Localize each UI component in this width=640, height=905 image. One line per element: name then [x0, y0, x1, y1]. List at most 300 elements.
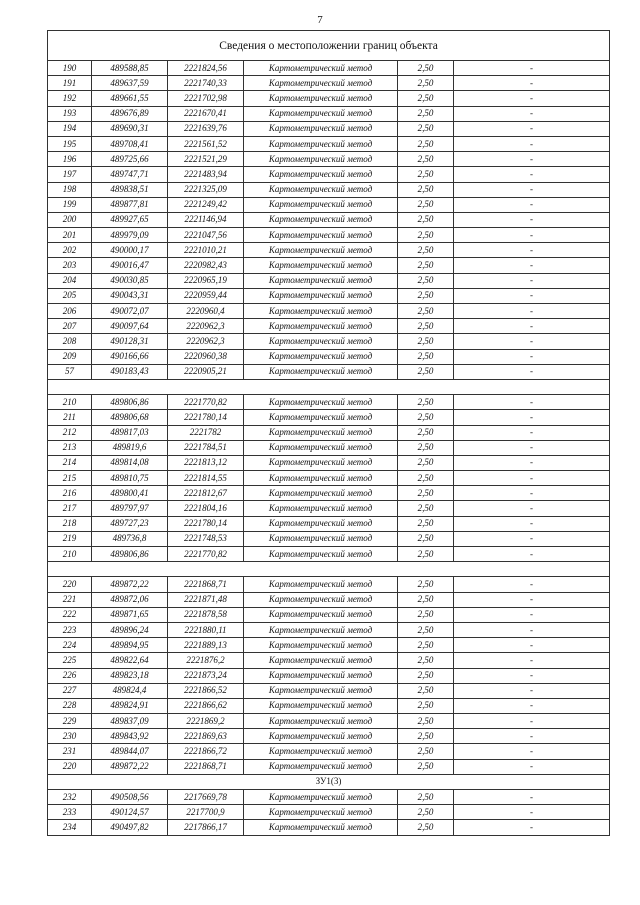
x-coordinate-cell: 489872,22	[92, 759, 168, 774]
accuracy-cell: 2,50	[398, 197, 454, 212]
table-row	[48, 471, 610, 486]
accuracy-cell: 2,50	[398, 91, 454, 106]
x-coordinate-cell: 489661,55	[92, 91, 168, 106]
point-number-cell: 210	[48, 547, 92, 562]
table-row	[48, 319, 610, 334]
point-number-cell: 229	[48, 714, 92, 729]
accuracy-cell: 2,50	[398, 455, 454, 470]
description-cell: -	[454, 182, 610, 197]
x-coordinate-cell: 489843,92	[92, 729, 168, 744]
table-row	[48, 744, 610, 759]
method-cell: Картометрический метод	[244, 790, 398, 805]
accuracy-cell: 2,50	[398, 516, 454, 531]
accuracy-cell: 2,50	[398, 410, 454, 425]
method-cell: Картометрический метод	[244, 212, 398, 227]
y-coordinate-cell: 2221521,29	[168, 152, 244, 167]
page-number: 7	[317, 14, 323, 26]
description-cell: -	[454, 228, 610, 243]
point-number-cell: 204	[48, 273, 92, 288]
y-coordinate-cell: 2221010,21	[168, 243, 244, 258]
point-number-cell: 214	[48, 455, 92, 470]
y-coordinate-cell: 2221813,12	[168, 455, 244, 470]
y-coordinate-cell: 2221880,11	[168, 622, 244, 637]
description-cell: -	[454, 638, 610, 653]
method-cell: Картометрический метод	[244, 486, 398, 501]
accuracy-cell: 2,50	[398, 729, 454, 744]
description-cell: -	[454, 607, 610, 622]
method-cell: Картометрический метод	[244, 455, 398, 470]
method-cell: Картометрический метод	[244, 197, 398, 212]
point-number-cell: 205	[48, 288, 92, 303]
y-coordinate-cell: 2220960,38	[168, 349, 244, 364]
y-coordinate-cell: 2221782	[168, 425, 244, 440]
accuracy-cell: 2,50	[398, 76, 454, 91]
y-coordinate-cell: 2221812,67	[168, 486, 244, 501]
table-row	[48, 136, 610, 151]
point-number-cell: 227	[48, 683, 92, 698]
y-coordinate-cell: 2221784,51	[168, 440, 244, 455]
point-number-cell: 211	[48, 410, 92, 425]
y-coordinate-cell: 2221873,24	[168, 668, 244, 683]
description-cell: -	[454, 167, 610, 182]
point-number-cell: 220	[48, 759, 92, 774]
table-row	[48, 288, 610, 303]
point-number-cell: 201	[48, 228, 92, 243]
y-coordinate-cell: 2221748,53	[168, 531, 244, 546]
x-coordinate-cell: 490043,31	[92, 288, 168, 303]
table-row	[48, 714, 610, 729]
table-row	[48, 91, 610, 106]
y-coordinate-cell: 2221878,58	[168, 607, 244, 622]
method-cell: Картометрический метод	[244, 258, 398, 273]
table-row	[48, 790, 610, 805]
description-cell: -	[454, 288, 610, 303]
y-coordinate-cell: 2221740,33	[168, 76, 244, 91]
method-cell: Картометрический метод	[244, 638, 398, 653]
x-coordinate-cell: 489747,71	[92, 167, 168, 182]
description-cell: -	[454, 61, 610, 76]
point-number-cell: 218	[48, 516, 92, 531]
y-coordinate-cell: 2220962,3	[168, 319, 244, 334]
table-row	[48, 61, 610, 76]
method-cell: Картометрический метод	[244, 622, 398, 637]
table-row	[48, 197, 610, 212]
x-coordinate-cell: 489676,89	[92, 106, 168, 121]
description-cell: -	[454, 304, 610, 319]
method-cell: Картометрический метод	[244, 304, 398, 319]
description-cell: -	[454, 729, 610, 744]
table-row	[48, 455, 610, 470]
description-cell: -	[454, 212, 610, 227]
point-number-cell: 199	[48, 197, 92, 212]
table-row	[48, 501, 610, 516]
description-cell: -	[454, 698, 610, 713]
description-cell: -	[454, 744, 610, 759]
x-coordinate-cell: 489927,65	[92, 212, 168, 227]
separator-cell	[48, 379, 610, 394]
table-row	[48, 638, 610, 653]
group-separator-row	[48, 379, 610, 394]
description-cell: -	[454, 759, 610, 774]
point-number-cell: 191	[48, 76, 92, 91]
accuracy-cell: 2,50	[398, 258, 454, 273]
x-coordinate-cell: 489810,75	[92, 471, 168, 486]
point-number-cell: 207	[48, 319, 92, 334]
accuracy-cell: 2,50	[398, 607, 454, 622]
description-cell: -	[454, 577, 610, 592]
y-coordinate-cell: 2221780,14	[168, 516, 244, 531]
accuracy-cell: 2,50	[398, 273, 454, 288]
table-row	[48, 349, 610, 364]
description-cell: -	[454, 410, 610, 425]
method-cell: Картометрический метод	[244, 121, 398, 136]
x-coordinate-cell: 489819,6	[92, 440, 168, 455]
y-coordinate-cell: 2221047,56	[168, 228, 244, 243]
y-coordinate-cell: 2220959,44	[168, 288, 244, 303]
x-coordinate-cell: 489894,95	[92, 638, 168, 653]
point-number-cell: 209	[48, 349, 92, 364]
y-coordinate-cell: 2221770,82	[168, 547, 244, 562]
description-cell: -	[454, 425, 610, 440]
x-coordinate-cell: 490128,31	[92, 334, 168, 349]
table-row	[48, 805, 610, 820]
accuracy-cell: 2,50	[398, 395, 454, 410]
point-number-cell: 206	[48, 304, 92, 319]
x-coordinate-cell: 490000,17	[92, 243, 168, 258]
x-coordinate-cell: 489824,4	[92, 683, 168, 698]
point-number-cell: 195	[48, 136, 92, 151]
description-cell: -	[454, 592, 610, 607]
method-cell: Картометрический метод	[244, 395, 398, 410]
method-cell: Картометрический метод	[244, 805, 398, 820]
point-number-cell: 225	[48, 653, 92, 668]
accuracy-cell: 2,50	[398, 349, 454, 364]
method-cell: Картометрический метод	[244, 516, 398, 531]
description-cell: -	[454, 395, 610, 410]
x-coordinate-cell: 489637,59	[92, 76, 168, 91]
table-row	[48, 531, 610, 546]
description-cell: -	[454, 683, 610, 698]
y-coordinate-cell: 2217866,17	[168, 820, 244, 835]
method-cell: Картометрический метод	[244, 106, 398, 121]
accuracy-cell: 2,50	[398, 288, 454, 303]
x-coordinate-cell: 489806,86	[92, 395, 168, 410]
table-row	[48, 121, 610, 136]
table-row	[48, 547, 610, 562]
point-number-cell: 213	[48, 440, 92, 455]
accuracy-cell: 2,50	[398, 167, 454, 182]
y-coordinate-cell: 2220982,43	[168, 258, 244, 273]
method-cell: Картометрический метод	[244, 152, 398, 167]
point-number-cell: 220	[48, 577, 92, 592]
accuracy-cell: 2,50	[398, 182, 454, 197]
description-cell: -	[454, 486, 610, 501]
description-cell: -	[454, 106, 610, 121]
table-row	[48, 592, 610, 607]
y-coordinate-cell: 2221702,98	[168, 91, 244, 106]
x-coordinate-cell: 490183,43	[92, 364, 168, 379]
y-coordinate-cell: 2221814,55	[168, 471, 244, 486]
point-number-cell: 230	[48, 729, 92, 744]
description-cell: -	[454, 516, 610, 531]
y-coordinate-cell: 2221824,56	[168, 61, 244, 76]
y-coordinate-cell: 2221866,62	[168, 698, 244, 713]
x-coordinate-cell: 489817,03	[92, 425, 168, 440]
x-coordinate-cell: 490016,47	[92, 258, 168, 273]
method-cell: Картометрический метод	[244, 820, 398, 835]
y-coordinate-cell: 2221146,94	[168, 212, 244, 227]
table-row	[48, 258, 610, 273]
description-cell: -	[454, 668, 610, 683]
point-number-cell: 200	[48, 212, 92, 227]
accuracy-cell: 2,50	[398, 304, 454, 319]
table-row	[48, 76, 610, 91]
y-coordinate-cell: 2221869,63	[168, 729, 244, 744]
x-coordinate-cell: 489822,64	[92, 653, 168, 668]
y-coordinate-cell: 2221670,41	[168, 106, 244, 121]
method-cell: Картометрический метод	[244, 76, 398, 91]
method-cell: Картометрический метод	[244, 729, 398, 744]
point-number-cell: 198	[48, 182, 92, 197]
description-cell: -	[454, 258, 610, 273]
accuracy-cell: 2,50	[398, 759, 454, 774]
table-row	[48, 486, 610, 501]
method-cell: Картометрический метод	[244, 167, 398, 182]
y-coordinate-cell: 2221639,76	[168, 121, 244, 136]
method-cell: Картометрический метод	[244, 698, 398, 713]
x-coordinate-cell: 489690,31	[92, 121, 168, 136]
x-coordinate-cell: 489736,8	[92, 531, 168, 546]
method-cell: Картометрический метод	[244, 653, 398, 668]
accuracy-cell: 2,50	[398, 547, 454, 562]
x-coordinate-cell: 490166,66	[92, 349, 168, 364]
group-separator-row	[48, 562, 610, 577]
table-row	[48, 683, 610, 698]
y-coordinate-cell: 2221804,16	[168, 501, 244, 516]
method-cell: Картометрический метод	[244, 228, 398, 243]
x-coordinate-cell: 489588,85	[92, 61, 168, 76]
y-coordinate-cell: 2221876,2	[168, 653, 244, 668]
description-cell: -	[454, 820, 610, 835]
x-coordinate-cell: 489877,81	[92, 197, 168, 212]
table-row	[48, 182, 610, 197]
method-cell: Картометрический метод	[244, 243, 398, 258]
accuracy-cell: 2,50	[398, 243, 454, 258]
accuracy-cell: 2,50	[398, 805, 454, 820]
x-coordinate-cell: 489797,97	[92, 501, 168, 516]
description-cell: -	[454, 76, 610, 91]
x-coordinate-cell: 489800,41	[92, 486, 168, 501]
x-coordinate-cell: 489872,22	[92, 577, 168, 592]
y-coordinate-cell: 2221770,82	[168, 395, 244, 410]
point-number-cell: 215	[48, 471, 92, 486]
description-cell: -	[454, 152, 610, 167]
method-cell: Картометрический метод	[244, 425, 398, 440]
table-row	[48, 243, 610, 258]
method-cell: Картометрический метод	[244, 501, 398, 516]
x-coordinate-cell: 489806,86	[92, 547, 168, 562]
point-number-cell: 194	[48, 121, 92, 136]
x-coordinate-cell: 489708,41	[92, 136, 168, 151]
accuracy-cell: 2,50	[398, 744, 454, 759]
y-coordinate-cell: 2220905,21	[168, 364, 244, 379]
description-cell: -	[454, 319, 610, 334]
table-row	[48, 334, 610, 349]
method-cell: Картометрический метод	[244, 440, 398, 455]
x-coordinate-cell: 489838,51	[92, 182, 168, 197]
method-cell: Картометрический метод	[244, 759, 398, 774]
table-title: Сведения о местоположении границ объекта	[48, 31, 610, 61]
method-cell: Картометрический метод	[244, 410, 398, 425]
x-coordinate-cell: 489844,07	[92, 744, 168, 759]
point-number-cell: 224	[48, 638, 92, 653]
accuracy-cell: 2,50	[398, 136, 454, 151]
accuracy-cell: 2,50	[398, 319, 454, 334]
point-number-cell: 190	[48, 61, 92, 76]
accuracy-cell: 2,50	[398, 577, 454, 592]
description-cell: -	[454, 501, 610, 516]
method-cell: Картометрический метод	[244, 334, 398, 349]
description-cell: -	[454, 243, 610, 258]
y-coordinate-cell: 2217669,78	[168, 790, 244, 805]
accuracy-cell: 2,50	[398, 698, 454, 713]
description-cell: -	[454, 440, 610, 455]
accuracy-cell: 2,50	[398, 471, 454, 486]
point-number-cell: 57	[48, 364, 92, 379]
y-coordinate-cell: 2221866,52	[168, 683, 244, 698]
point-number-cell: 203	[48, 258, 92, 273]
accuracy-cell: 2,50	[398, 440, 454, 455]
boundary-coordinates-table	[47, 30, 610, 836]
table-row	[48, 304, 610, 319]
accuracy-cell: 2,50	[398, 106, 454, 121]
accuracy-cell: 2,50	[398, 486, 454, 501]
description-cell: -	[454, 364, 610, 379]
accuracy-cell: 2,50	[398, 714, 454, 729]
x-coordinate-cell: 489979,09	[92, 228, 168, 243]
method-cell: Картометрический метод	[244, 607, 398, 622]
method-cell: Картометрический метод	[244, 714, 398, 729]
point-number-cell: 216	[48, 486, 92, 501]
point-number-cell: 232	[48, 790, 92, 805]
method-cell: Картометрический метод	[244, 288, 398, 303]
table-row	[48, 607, 610, 622]
table-row	[48, 425, 610, 440]
x-coordinate-cell: 490030,85	[92, 273, 168, 288]
description-cell: -	[454, 455, 610, 470]
accuracy-cell: 2,50	[398, 592, 454, 607]
y-coordinate-cell: 2220965,19	[168, 273, 244, 288]
group-separator-row	[48, 774, 610, 789]
point-number-cell: 192	[48, 91, 92, 106]
x-coordinate-cell: 490124,57	[92, 805, 168, 820]
point-number-cell: 202	[48, 243, 92, 258]
table-row	[48, 668, 610, 683]
point-number-cell: 223	[48, 622, 92, 637]
method-cell: Картометрический метод	[244, 577, 398, 592]
method-cell: Картометрический метод	[244, 547, 398, 562]
accuracy-cell: 2,50	[398, 668, 454, 683]
y-coordinate-cell: 2221483,94	[168, 167, 244, 182]
accuracy-cell: 2,50	[398, 638, 454, 653]
y-coordinate-cell: 2220960,4	[168, 304, 244, 319]
method-cell: Картометрический метод	[244, 364, 398, 379]
description-cell: -	[454, 531, 610, 546]
point-number-cell: 193	[48, 106, 92, 121]
y-coordinate-cell: 2221249,42	[168, 197, 244, 212]
accuracy-cell: 2,50	[398, 683, 454, 698]
accuracy-cell: 2,50	[398, 820, 454, 835]
description-cell: -	[454, 273, 610, 288]
description-cell: -	[454, 653, 610, 668]
x-coordinate-cell: 489872,06	[92, 592, 168, 607]
y-coordinate-cell: 2221866,72	[168, 744, 244, 759]
table-row	[48, 395, 610, 410]
separator-cell	[48, 562, 610, 577]
accuracy-cell: 2,50	[398, 425, 454, 440]
x-coordinate-cell: 489824,91	[92, 698, 168, 713]
point-number-cell: 212	[48, 425, 92, 440]
table-row	[48, 440, 610, 455]
point-number-cell: 234	[48, 820, 92, 835]
table-row	[48, 820, 610, 835]
x-coordinate-cell: 490508,56	[92, 790, 168, 805]
table-row	[48, 167, 610, 182]
description-cell: -	[454, 547, 610, 562]
table-row	[48, 212, 610, 227]
method-cell: Картометрический метод	[244, 531, 398, 546]
y-coordinate-cell: 2221871,48	[168, 592, 244, 607]
table-row	[48, 106, 610, 121]
description-cell: -	[454, 714, 610, 729]
description-cell: -	[454, 136, 610, 151]
accuracy-cell: 2,50	[398, 622, 454, 637]
table-row	[48, 152, 610, 167]
y-coordinate-cell: 2221780,14	[168, 410, 244, 425]
table-row	[48, 698, 610, 713]
x-coordinate-cell: 489871,65	[92, 607, 168, 622]
description-cell: -	[454, 334, 610, 349]
accuracy-cell: 2,50	[398, 653, 454, 668]
x-coordinate-cell: 490497,82	[92, 820, 168, 835]
x-coordinate-cell: 489725,66	[92, 152, 168, 167]
y-coordinate-cell: 2221561,52	[168, 136, 244, 151]
point-number-cell: 208	[48, 334, 92, 349]
point-number-cell: 222	[48, 607, 92, 622]
accuracy-cell: 2,50	[398, 364, 454, 379]
method-cell: Картометрический метод	[244, 91, 398, 106]
method-cell: Картометрический метод	[244, 592, 398, 607]
table-row	[48, 653, 610, 668]
method-cell: Картометрический метод	[244, 61, 398, 76]
y-coordinate-cell: 2221325,09	[168, 182, 244, 197]
method-cell: Картометрический метод	[244, 182, 398, 197]
x-coordinate-cell: 489823,18	[92, 668, 168, 683]
section-label: ЗУ1(3)	[48, 774, 610, 789]
description-cell: -	[454, 622, 610, 637]
y-coordinate-cell: 2221869,2	[168, 714, 244, 729]
description-cell: -	[454, 805, 610, 820]
accuracy-cell: 2,50	[398, 790, 454, 805]
method-cell: Картометрический метод	[244, 471, 398, 486]
accuracy-cell: 2,50	[398, 212, 454, 227]
x-coordinate-cell: 490097,64	[92, 319, 168, 334]
method-cell: Картометрический метод	[244, 668, 398, 683]
x-coordinate-cell: 490072,07	[92, 304, 168, 319]
point-number-cell: 226	[48, 668, 92, 683]
description-cell: -	[454, 790, 610, 805]
table-row	[48, 759, 610, 774]
